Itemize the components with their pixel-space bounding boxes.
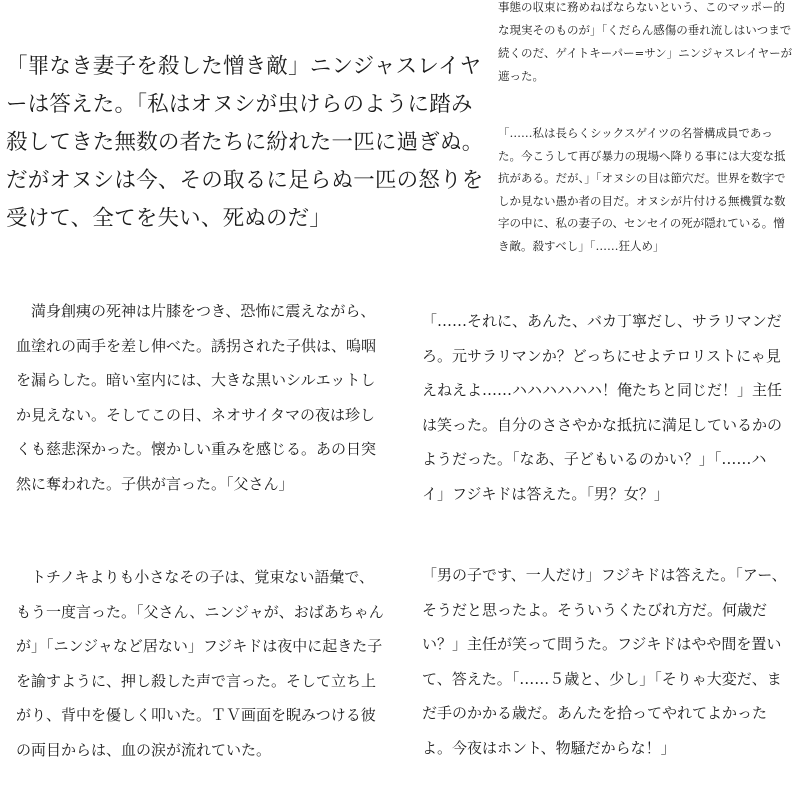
paragraph-right-1: 「……それに、あんた、バカ丁寧だし、サラリマンだろ。元サラリマンか？どっちにせよテロリストにゃ見えねえよ……ハハハハハハ！俺たちと同じだ！」主任は笑った。自分のささやかな抵抗に満足しているかのようだった。「なあ、子どもいるのかい？」「……ハイ」フジキドは答えた。「男？女？」 xyxy=(422,312,783,503)
paragraph-left-1: 満身創痍の死神は片膝をつき、恐怖に震えながら、血塗れの両手を差し伸べた。誘拐された子供は、嗚咽を漏らした。暗い室内には、大きな黒いシルエットしか見えない。そしてこの日、ネオサイタマの夜は珍しくも慈悲深かった。懐かしい重みを感じる。あの日突然に奪われた。子供が言った。「父さん」 xyxy=(16,302,377,493)
top-right-paragraph: 事態の収束に務めねばならないという、このマッポー的な現実そのものが」「くだらん感傷の垂れ流しはいつまで続くのだ、ゲイトキーパー=サン」ニンジャスレイヤーが遮った。 xyxy=(498,0,793,83)
paragraph-left-2: トチノキよりも小さなその子は、覚束ない語彙で、もう一度言った。「父さん、ニンジャが、おばあちゃんが」「ニンジャなど居ない」フジキドは夜中に起きた子を諭すように、押し殺した声で言った。そして立ち上がり、背中を優しく叩いた。ＴＶ画面を睨みつける彼の両目からは、血の涙が流れていた。 xyxy=(16,568,384,759)
quote-paragraph: 「罪なき妻子を殺した憎き敵」ニンジャスレイヤーは答えた。「私はオヌシが虫けらのように踏み殺してきた無数の者たちに紛れた一匹に過ぎぬ。だがオヌシは今、その取るに足らぬ一匹の怒りを受けて、全てを失い、死ぬのだ」 xyxy=(6,54,484,231)
paragraph-right-2: 「男の子です、一人だけ」フジキドは答えた。「アー、そうだと思ったよ。そういうくたびれ方だ。何歳だい？」主任が笑って問うた。フジキドはやや間を置いて、答えた。「……５歳と、少し」「そりゃ大変だ、まだ手のかかる歳だ。あんたを拾ってやれてよかったよ。今夜はホント、物騒だからな！」 xyxy=(422,566,787,757)
gatekeeper-paragraph: 「……私は長らくシックスゲイツの名誉構成員であった。今こうして再び暴力の現場へ降りる事には大変な抵抗がある。だが、」「オヌシの目は節穴だ。世界を数字でしか見ない愚か者の目だ。オヌシが片付ける無機質な数字の中に、私の妻子の、センセイの死が隠れている。憎き敵。殺すべし」「……狂人め」 xyxy=(498,126,786,253)
